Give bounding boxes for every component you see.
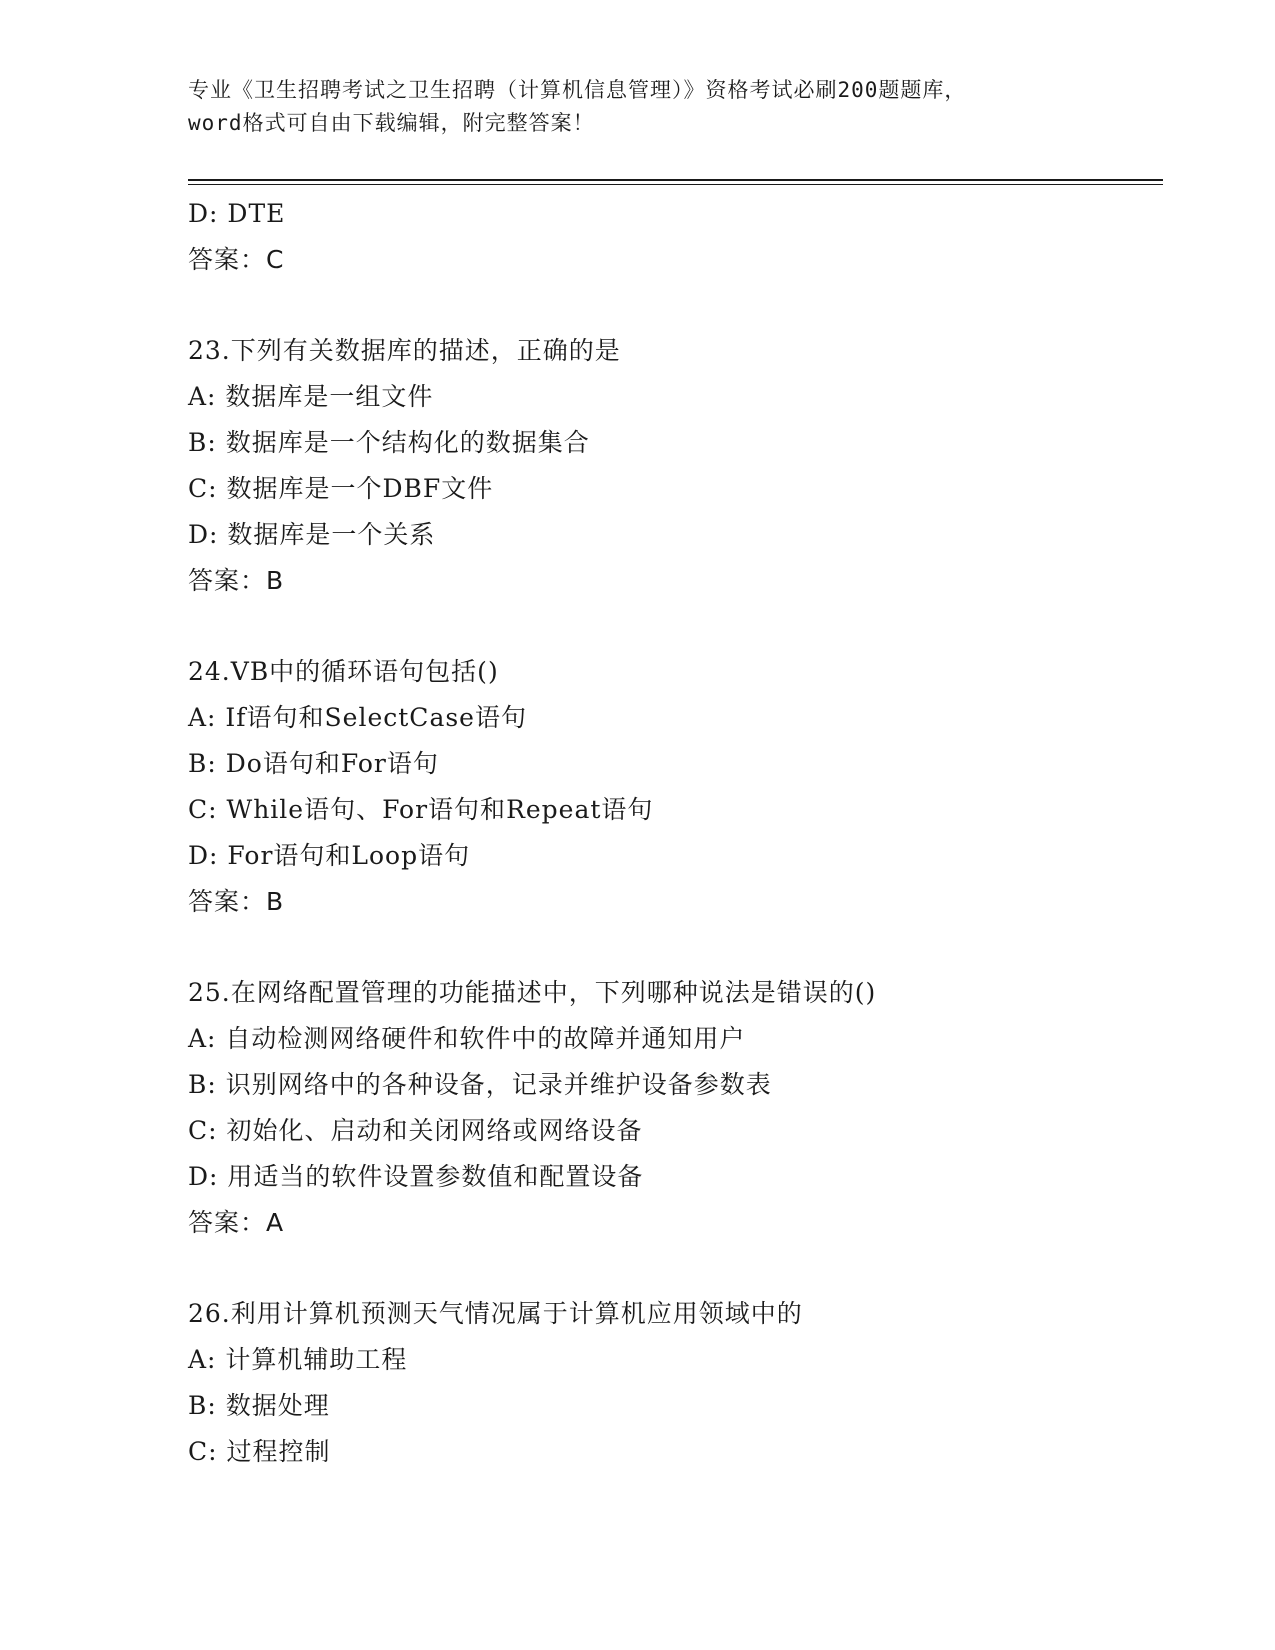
option-c: C: 初始化、启动和关闭网络或网络设备 — [188, 1116, 643, 1145]
answer: 答案：B — [188, 887, 285, 916]
option-b: B: 数据处理 — [188, 1391, 330, 1420]
option-c: C: 过程控制 — [188, 1437, 331, 1466]
option-c: C: 数据库是一个DBF文件 — [188, 474, 494, 503]
question-25 — [188, 970, 1163, 1246]
question-stem: 24.VB中的循环语句包括() — [188, 657, 499, 686]
question-24 — [188, 649, 1163, 925]
option-c: C: While语句、For语句和Repeat语句 — [188, 795, 654, 824]
header-rule-thick — [188, 179, 1163, 181]
option-b: B: 识别网络中的各种设备，记录并维护设备参数表 — [188, 1070, 772, 1099]
answer: 答案：B — [188, 566, 285, 595]
option-d: D: For语句和Loop语句 — [188, 841, 471, 870]
header-line-1: 专业《卫生招聘考试之卫生招聘（计算机信息管理）》资格考试必刷200题题库， — [188, 78, 967, 102]
option-b: B: 数据库是一个结构化的数据集合 — [188, 428, 590, 457]
option-d: D: 用适当的软件设置参数值和配置设备 — [188, 1162, 644, 1191]
question-stem: 25.在网络配置管理的功能描述中，下列哪种说法是错误的() — [188, 978, 877, 1007]
header-line-2: word格式可自由下载编辑，附完整答案！ — [188, 111, 595, 135]
question-23 — [188, 328, 1163, 604]
option-b: B: Do语句和For语句 — [188, 749, 439, 778]
option-a: A: 数据库是一组文件 — [188, 382, 434, 411]
option-a: A: 计算机辅助工程 — [188, 1345, 408, 1374]
document-header — [188, 74, 1088, 140]
question-stem: 26.利用计算机预测天气情况属于计算机应用领域中的 — [188, 1299, 803, 1328]
option-d: D: 数据库是一个关系 — [188, 520, 436, 549]
question-list — [188, 191, 1163, 1475]
answer: 答案：A — [188, 1208, 285, 1237]
question-26 — [188, 1291, 1163, 1475]
question-stem: 23.下列有关数据库的描述，正确的是 — [188, 336, 621, 365]
prev-option-d: D: DTE — [188, 199, 286, 228]
header-rule-thin — [188, 184, 1163, 185]
option-a: A: 自动检测网络硬件和软件中的故障并通知用户 — [188, 1024, 746, 1053]
option-a: A: If语句和SelectCase语句 — [188, 703, 527, 732]
prev-answer: 答案：C — [188, 245, 285, 274]
